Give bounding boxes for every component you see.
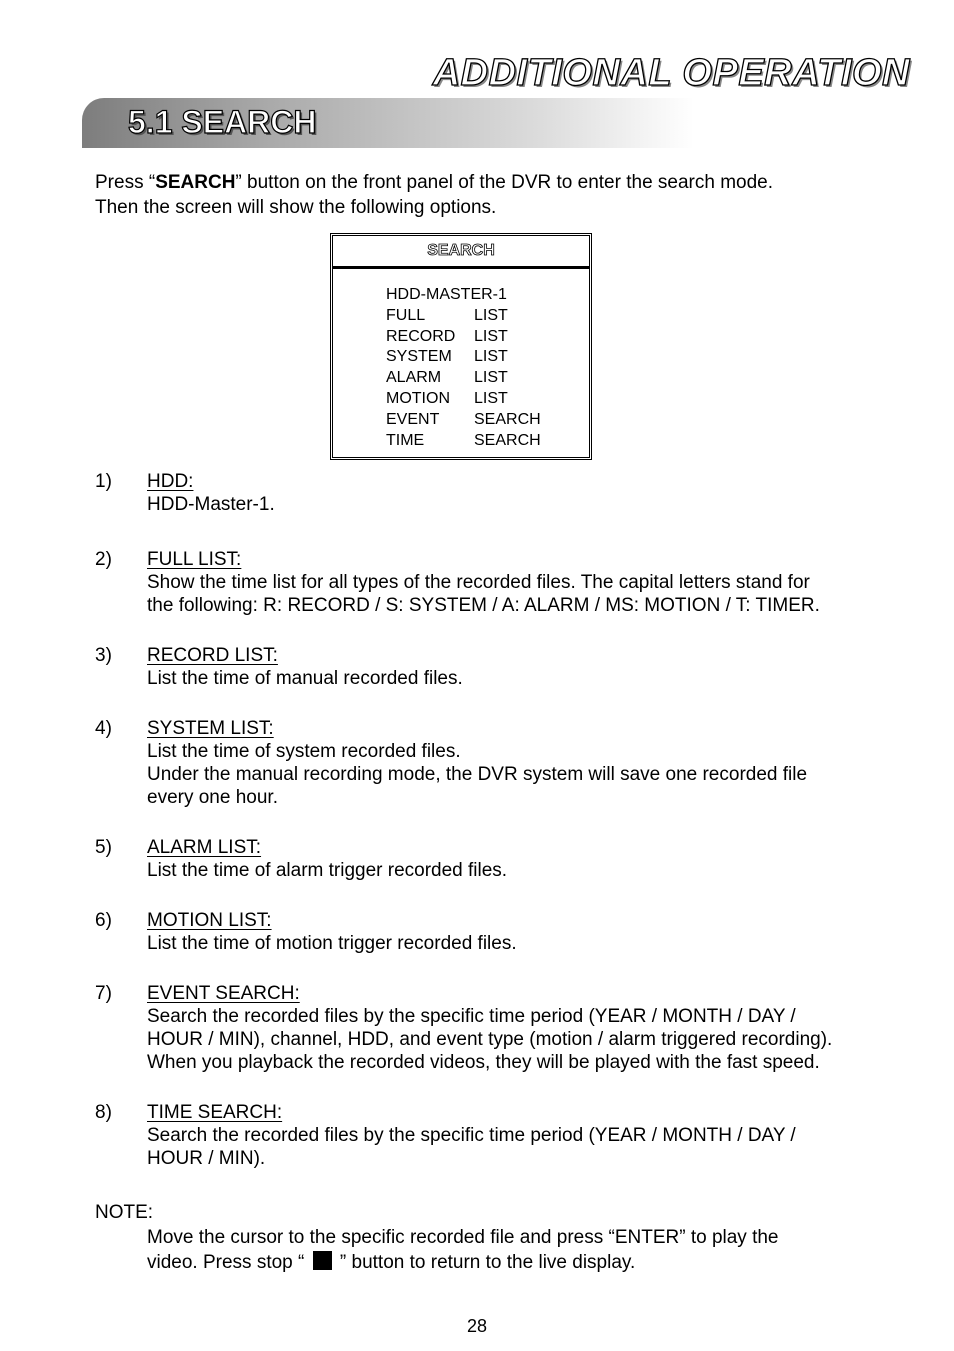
menu-item-type: LIST [474, 348, 508, 366]
note-line-2 [95, 1250, 915, 1275]
menu-item-label: RECORD [386, 327, 456, 345]
search-menu-item [386, 431, 541, 452]
option-heading: HDD: [147, 471, 194, 492]
option-number: 1) [95, 471, 112, 492]
menu-item-type: LIST [474, 369, 508, 387]
option-description-line: Under the manual recording mode, the DVR system will save one recorded file [147, 764, 808, 785]
option-body [147, 548, 915, 617]
intro-prefix: Press “ [95, 172, 156, 193]
option-heading: SYSTEM LIST: [147, 718, 274, 739]
note-block [95, 1200, 915, 1275]
option-number: 4) [95, 718, 112, 739]
option-number: 6) [95, 910, 112, 931]
option-list [95, 470, 915, 1275]
option-description-line: every one hour. [147, 787, 278, 808]
menu-item-label: MOTION [386, 389, 450, 407]
search-menu-item [386, 306, 541, 327]
intro-suffix: ” button on the front panel of the DVR to enter the search mode. [235, 172, 774, 193]
menu-item-type: LIST [474, 389, 508, 407]
option-description-line: When you playback the recorded videos, they will be played with the fast speed. [147, 1052, 820, 1073]
stop-square-icon [313, 1251, 332, 1270]
option-description-line: List the time of alarm trigger recorded files. [147, 860, 508, 881]
option-number: 3) [95, 645, 112, 666]
note-text-before-icon: video. Press stop “ [147, 1252, 305, 1273]
option-body [147, 836, 915, 882]
option-body [147, 982, 915, 1074]
search-menu-item [386, 368, 541, 389]
option-number: 5) [95, 837, 112, 858]
option-item [95, 982, 915, 1074]
option-item [95, 836, 915, 882]
search-menu-item [386, 347, 541, 368]
search-menu-list [386, 285, 541, 451]
option-item [95, 470, 915, 516]
option-description-line: Search the recorded files by the specific time period (YEAR / MONTH / DAY / [147, 1125, 796, 1146]
option-number: 8) [95, 1102, 112, 1123]
note-label: NOTE: [95, 1202, 154, 1223]
search-menu-item [386, 327, 541, 348]
menu-item-label: HDD-MASTER-1 [386, 286, 507, 303]
option-item [95, 1101, 915, 1170]
menu-item-type: LIST [474, 306, 508, 324]
option-body [147, 470, 915, 516]
option-description-line: HOUR / MIN), channel, HDD, and event type (motion / alarm triggered recording). [147, 1029, 833, 1050]
intro-keyword: SEARCH [155, 172, 236, 193]
note-line-1: Move the cursor to the specific recorded file and press “ENTER” to play the [147, 1227, 779, 1248]
option-heading: RECORD LIST: [147, 645, 278, 666]
option-body [147, 1101, 915, 1170]
option-item [95, 717, 915, 809]
intro-line-1 [95, 170, 773, 195]
menu-item-label: TIME [386, 431, 425, 449]
menu-item-label: SYSTEM [386, 348, 452, 366]
menu-item-label: FULL [386, 306, 426, 324]
option-heading: MOTION LIST: [147, 910, 272, 931]
search-menu-item [386, 389, 541, 410]
intro-line-2: Then the screen will show the following options. [95, 197, 497, 218]
option-heading: ALARM LIST: [147, 837, 262, 858]
option-description-line: HOUR / MIN). [147, 1148, 266, 1169]
option-description-line: List the time of system recorded files. [147, 741, 461, 762]
menu-item-type: SEARCH [474, 431, 541, 449]
menu-item-type: SEARCH [474, 410, 541, 428]
option-description-line: List the time of manual recorded files. [147, 668, 463, 689]
option-heading: TIME SEARCH: [147, 1102, 283, 1123]
option-description-line: the following: R: RECORD / S: SYSTEM / A: ALARM / MS: MOTION / T: TIMER. [147, 595, 820, 616]
option-body [147, 909, 915, 955]
option-number: 2) [95, 549, 112, 570]
option-description-line: List the time of motion trigger recorded files. [147, 933, 517, 954]
option-item [95, 548, 915, 617]
option-heading: EVENT SEARCH: [147, 983, 300, 1004]
option-body [147, 717, 915, 809]
page-number: 28 [466, 1316, 488, 1336]
note-text-after-icon: ” button to return to the live display. [339, 1252, 636, 1273]
option-body [147, 644, 915, 690]
menu-item-type: LIST [474, 327, 508, 345]
option-heading: FULL LIST: [147, 549, 242, 570]
menu-item-label: EVENT [386, 410, 440, 428]
search-menu-item [386, 410, 541, 431]
option-item [95, 909, 915, 955]
section-title: 5.1 SEARCH [128, 104, 317, 140]
option-description-line: Show the time list for all types of the recorded files. The capital letters stand for [147, 572, 810, 593]
menu-item-label: ALARM [386, 369, 442, 387]
intro-text [95, 170, 773, 220]
option-description-line: HDD-Master-1. [147, 494, 275, 515]
search-menu-item [386, 285, 541, 306]
option-description-line: Search the recorded files by the specific time period (YEAR / MONTH / DAY / [147, 1006, 796, 1027]
option-item [95, 644, 915, 690]
option-number: 7) [95, 983, 112, 1004]
search-menu-title: SEARCH [333, 236, 589, 269]
search-menu-box [330, 233, 592, 460]
page-header: ADDITIONAL OPERATION [432, 52, 910, 94]
